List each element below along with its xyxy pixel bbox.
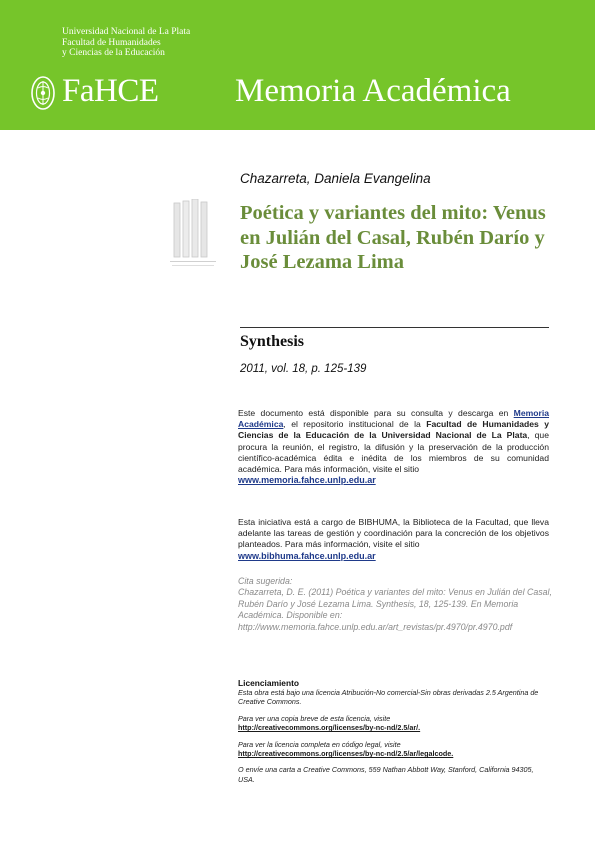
- license-section: [238, 678, 550, 784]
- university-seal-icon: [30, 74, 56, 112]
- volume-pages: 2011, vol. 18, p. 125-139: [240, 363, 367, 375]
- faculty-line: Facultad de Humanidades: [62, 37, 161, 48]
- suggested-citation-url[interactable]: http://www.memoria.fahce.unlp.edu.ar/art_revistas/pr.4970/pr.4970.pdf: [238, 621, 513, 632]
- university-name: [62, 27, 190, 59]
- suggested-citation-label: Cita sugerida:: [238, 576, 293, 586]
- memoria-academica-link[interactable]: Memoria Académica: [238, 408, 549, 430]
- license-full-link[interactable]: http://creativecommons.org/licenses/by-nc-nd/2.5/ar/legalcode.: [238, 749, 454, 759]
- author-name: Chazarreta, Daniela Evangelina: [240, 171, 431, 186]
- license-text: Esta obra está bajo una licencia Atribución-No comercial-Sin obras derivadas 2.5 Argentina de Creative Commons.: [238, 688, 539, 707]
- bibhuma-url-link[interactable]: www.bibhuma.fahce.unlp.edu.ar: [238, 550, 376, 561]
- suggested-citation-text: Chazarreta, D. E. (2011) Poética y variantes del mito: Venus en Julián del Casal, Rubén Darío y José Lezama Lima. Synthesis, 18, 125-139. En Memoria Académica. Disponible en:: [238, 587, 552, 621]
- memoria-url-link[interactable]: www.memoria.fahce.unlp.edu.ar: [238, 475, 376, 486]
- repository-info-paragraph: Este documento está disponible para su consulta y descarga en Memoria Académica, el repositorio institucional de la Facultad de Humanidades y Ciencias de la Educación de la Universidad Nacional de La Plata, que procura la reunión, el registro, la difusión y la preservación de la producción científico-académica édita e inédita de los miembros de su comunidad académica. Para más información, visite el sitio www.memoria.fahce.unlp.edu.ar: [238, 408, 549, 486]
- license-heading: Licenciamiento: [238, 678, 299, 688]
- fahce-logo-text: FaHCE: [62, 73, 159, 109]
- article-title: Poética y variantes del mito: Venus en Julián del Casal, Rubén Darío y José Lezama Lima: [240, 202, 546, 273]
- suggested-citation: [238, 576, 558, 633]
- journal-name: Synthesis: [240, 333, 305, 350]
- license-full-label: Para ver la licencia completa en código legal, visite: [238, 739, 401, 749]
- header-band: [0, 0, 595, 130]
- license-short-link[interactable]: http://creativecommons.org/licenses/by-nc-nd/2.5/ar/.: [238, 723, 421, 733]
- university-line: Universidad Nacional de La Plata: [62, 27, 191, 37]
- repository-name: Memoria Académica: [235, 73, 511, 109]
- license-short-label: Para ver una copia breve de esta licencia, visite: [238, 713, 391, 723]
- books-icon: [170, 199, 220, 271]
- divider: [240, 327, 549, 328]
- faculty-name-bold: Facultad de Humanidades y Ciencias de la Educación de la Universidad Nacional de La Plata: [238, 419, 549, 441]
- license-mail-text: O envíe una carta a Creative Commons, 559 Nathan Abbott Way, Stanford, California 94305, USA.: [238, 765, 534, 784]
- faculty-line-2: y Ciencias de la Educación: [62, 48, 165, 59]
- bibhuma-info-paragraph: Esta iniciativa está a cargo de BIBHUMA, la Biblioteca de la Facultad, que lleva adelante las tareas de gestión y coordinación para la concreción de los objetivos planteados. Para más información, visite el sitio www.bibhuma.fahce.unlp.edu.ar: [238, 517, 549, 561]
